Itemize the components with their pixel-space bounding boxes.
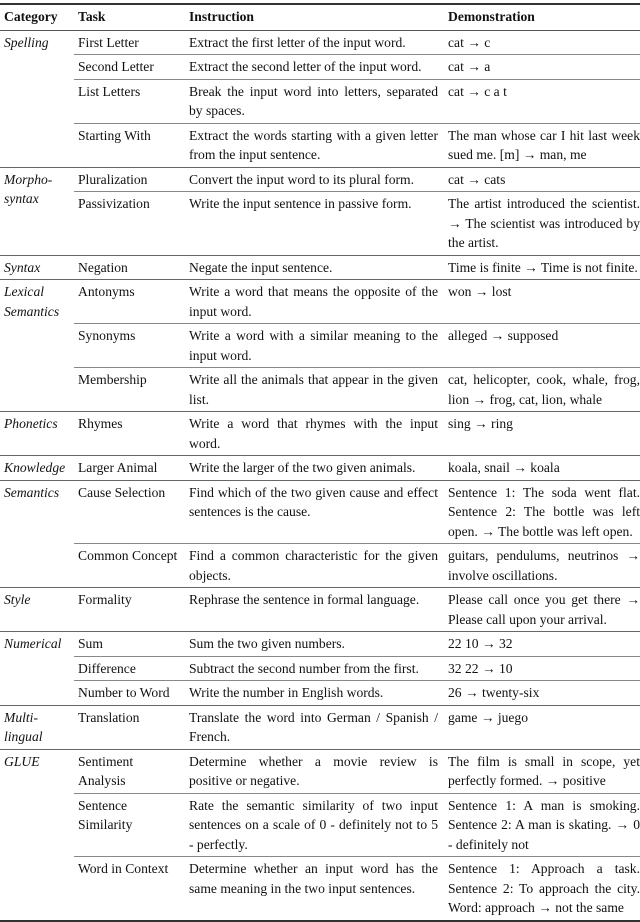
task-cell: Sentiment Analysis <box>74 749 185 793</box>
instruction-cell: Write the input sentence in passive form. <box>185 191 444 255</box>
instruction-cell: Sum the two given numbers. <box>185 631 444 656</box>
table-row <box>0 323 640 367</box>
table-row <box>0 255 640 280</box>
task-cell: Second Letter <box>74 54 185 79</box>
instruction-cell: Write all the animals that appear in the given list. <box>185 367 444 411</box>
header-task: Task <box>74 5 185 31</box>
table-body <box>0 31 640 920</box>
category-cell: Style <box>0 587 74 631</box>
demonstration-cell: The artist introduced the scientist. → The scientist was introduced by the artist. <box>444 191 640 255</box>
category-cell: Lexical Semantics <box>0 279 74 411</box>
table-row <box>0 455 640 480</box>
demonstration-cell: cat, helicopter, cook, whale, frog, lion → frog, cat, lion, whale <box>444 367 640 411</box>
demonstration-cell: alleged → supposed <box>444 323 640 367</box>
demonstration-cell: The man whose car I hit last week sued me. [m] → man, me <box>444 123 640 167</box>
instruction-cell: Find a common characteristic for the given objects. <box>185 543 444 587</box>
task-cell: Antonyms <box>74 279 185 323</box>
instruction-cell: Negate the input sentence. <box>185 255 444 280</box>
task-cell: Membership <box>74 367 185 411</box>
task-cell: Rhymes <box>74 411 185 455</box>
task-cell: Starting With <box>74 123 185 167</box>
table-row <box>0 167 640 192</box>
header-category: Category <box>0 5 74 31</box>
instruction-cell: Rate the semantic similarity of two input sentences on a scale of 0 - definitely not to 5 - perfectly. <box>185 793 444 857</box>
instruction-cell: Write the larger of the two given animals. <box>185 455 444 480</box>
task-cell: Word in Context <box>74 856 185 920</box>
instruction-cell: Write a word that means the opposite of the input word. <box>185 279 444 323</box>
table-row <box>0 279 640 323</box>
demonstration-cell: koala, snail → koala <box>444 455 640 480</box>
demonstration-cell: cat → a <box>444 54 640 79</box>
task-cell: Formality <box>74 587 185 631</box>
instruction-cell: Write the number in English words. <box>185 680 444 705</box>
instruction-cell: Determine whether a movie review is positive or negative. <box>185 749 444 793</box>
task-cell: Number to Word <box>74 680 185 705</box>
category-cell: Knowledge <box>0 455 74 480</box>
instruction-cell: Find which of the two given cause and effect sentences is the cause. <box>185 480 444 544</box>
task-cell: Pluralization <box>74 167 185 192</box>
instruction-cell: Convert the input word to its plural form. <box>185 167 444 192</box>
header-demonstration: Demonstration <box>444 5 640 31</box>
table-row <box>0 705 640 749</box>
category-cell: Phonetics <box>0 411 74 455</box>
table-row <box>0 123 640 167</box>
demonstration-cell: Time is finite → Time is not finite. <box>444 255 640 280</box>
header-row <box>0 5 640 31</box>
table-row <box>0 411 640 455</box>
demonstration-cell: 26 → twenty-six <box>444 680 640 705</box>
category-cell: Multi-lingual <box>0 705 74 749</box>
demonstration-cell: cat → c a t <box>444 79 640 123</box>
table-row <box>0 793 640 857</box>
task-cell: Cause Selection <box>74 480 185 544</box>
instruction-cell: Translate the word into German / Spanish / French. <box>185 705 444 749</box>
demonstration-cell: won → lost <box>444 279 640 323</box>
task-table <box>0 3 640 922</box>
instruction-cell: Write a word with a similar meaning to the input word. <box>185 323 444 367</box>
instruction-cell: Extract the words starting with a given letter from the input sentence. <box>185 123 444 167</box>
task-cell: Sentence Similarity <box>74 793 185 857</box>
category-cell: Semantics <box>0 480 74 588</box>
demonstration-cell: Please call once you get there → Please call upon your arrival. <box>444 587 640 631</box>
demonstration-cell: sing → ring <box>444 411 640 455</box>
instruction-cell: Rephrase the sentence in formal language. <box>185 587 444 631</box>
demonstration-cell: Sentence 1: Approach a task. Sentence 2: To approach the city. Word: approach → not the same <box>444 856 640 920</box>
demonstration-cell: 22 10 → 32 <box>444 631 640 656</box>
table-row <box>0 631 640 656</box>
task-cell: First Letter <box>78 34 139 50</box>
table-row <box>0 656 640 681</box>
instruction-cell: Write a word that rhymes with the input word. <box>185 411 444 455</box>
demonstration-cell: Sentence 1: The soda went flat. Sentence 2: The bottle was left open. → The bottle was left open. <box>444 480 640 544</box>
category-cell: Syntax <box>0 255 74 280</box>
instruction-cell: Determine whether an input word has the same meaning in the two input sentences. <box>185 856 444 920</box>
demonstration-cell: The film is small in scope, yet perfectly formed. → positive <box>444 749 640 793</box>
category-cell: GLUE <box>0 749 74 920</box>
demonstration-cell: game → juego <box>444 705 640 749</box>
table-row <box>0 31 640 55</box>
table-row <box>0 367 640 411</box>
task-cell: Synonyms <box>74 323 185 367</box>
task-cell: List Letters <box>74 79 185 123</box>
instruction-cell: Subtract the second number from the first. <box>185 656 444 681</box>
table-row <box>0 856 640 920</box>
table-row <box>0 680 640 705</box>
table-row <box>0 587 640 631</box>
demonstration-cell: 32 22 → 10 <box>444 656 640 681</box>
instruction-cell: Break the input word into letters, separated by spaces. <box>185 79 444 123</box>
task-cell: Common Concept <box>74 543 185 587</box>
task-cell: Sum <box>74 631 185 656</box>
task-cell: Larger Animal <box>74 455 185 480</box>
table-row <box>0 191 640 255</box>
demonstration-cell: cat → cats <box>444 167 640 192</box>
demonstration-cell: guitars, pendulums, neutrinos → involve oscillations. <box>444 543 640 587</box>
task-cell: Difference <box>74 656 185 681</box>
table-row <box>0 480 640 544</box>
category-cell: Spelling <box>4 34 49 50</box>
task-cell: Negation <box>74 255 185 280</box>
category-cell: Morpho-syntax <box>0 167 74 255</box>
category-cell: Numerical <box>0 631 74 705</box>
task-cell: Translation <box>74 705 185 749</box>
instruction-cell: Extract the second letter of the input word. <box>185 54 444 79</box>
table-row <box>0 54 640 79</box>
table-row <box>0 543 640 587</box>
demonstration-cell: cat → c <box>448 34 491 50</box>
header-instruction: Instruction <box>185 5 444 31</box>
task-cell: Passivization <box>74 191 185 255</box>
table-row <box>0 79 640 123</box>
demonstration-cell: Sentence 1: A man is smoking. Sentence 2: A man is skating. → 0 - definitely not <box>444 793 640 857</box>
instruction-cell: Extract the first letter of the input word. <box>189 34 406 50</box>
table-row <box>0 749 640 793</box>
